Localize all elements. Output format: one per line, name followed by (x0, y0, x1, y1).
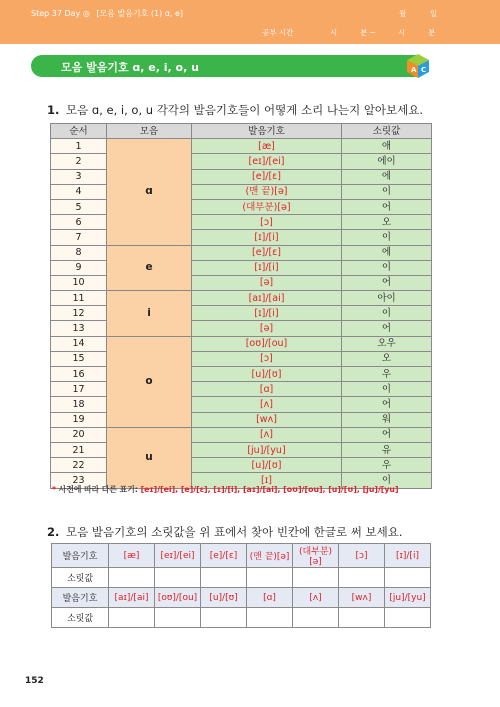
day-mark: ◎ (82, 9, 90, 18)
answer-blank-cell[interactable] (247, 568, 293, 588)
ipa-cell: [e]/[ɛ] (192, 245, 342, 260)
ipa-cell: [ʌ] (192, 427, 342, 442)
lesson-tag: [모음 발음기호 (1) ɑ, e] (96, 9, 184, 18)
sound-cell: 오 (342, 215, 432, 230)
column-header: 소릿값 (342, 124, 432, 139)
ipa-cell: [ɪ]/[i] (192, 230, 342, 245)
question-1-text: 모음 ɑ, e, i, o, u 각각의 발음기호들이 어떻게 소리 나는지 알아보세요. (66, 103, 424, 117)
column-header: 순서 (51, 124, 107, 139)
table-header-row (51, 124, 432, 139)
order-cell: 13 (51, 321, 107, 336)
vowel-cell: i (107, 291, 192, 337)
day-label: 일 (430, 9, 438, 18)
sound-cell: 이 (342, 473, 432, 488)
exercise-sound-row (52, 568, 431, 588)
exercise-ipa-cell: [ʌ] (293, 588, 339, 608)
order-cell: 19 (51, 412, 107, 427)
sound-row-label: 소릿값 (52, 608, 109, 628)
answer-blank-cell[interactable] (385, 568, 431, 588)
order-cell: 16 (51, 367, 107, 382)
sound-cell: 에이 (342, 154, 432, 169)
answer-blank-cell[interactable] (109, 568, 155, 588)
sound-cell: 오 (342, 351, 432, 366)
question-2 (47, 524, 403, 540)
time-minute-2: 분 (428, 28, 436, 37)
vowel-cell: o (107, 336, 192, 427)
vowel-cell: u (107, 427, 192, 488)
order-cell: 18 (51, 397, 107, 412)
ipa-cell: (대부분)[ə] (192, 199, 342, 214)
time-hour-2: 시 (398, 28, 406, 37)
sound-cell: 어 (342, 199, 432, 214)
ipa-cell: [ju]/[yu] (192, 442, 342, 457)
order-cell: 2 (51, 154, 107, 169)
time-hour-1: 시 (330, 28, 338, 37)
exercise-ipa-cell: [u]/[ʊ] (201, 588, 247, 608)
sound-cell: 이 (342, 260, 432, 275)
vowel-cell: e (107, 245, 192, 291)
column-header: 발음기호 (192, 124, 342, 139)
exercise-ipa-cell: (맨 끝)[ə] (247, 544, 293, 568)
vowel-cell: ɑ (107, 139, 192, 245)
svg-text:A: A (411, 66, 417, 74)
exercise-ipa-cell: [ju]/[yu] (385, 588, 431, 608)
order-cell: 17 (51, 382, 107, 397)
order-cell: 22 (51, 458, 107, 473)
exercise-ipa-cell: [eɪ]/[ei] (155, 544, 201, 568)
dictionary-note (52, 484, 399, 495)
table-row (51, 245, 432, 260)
exercise-ipa-cell: [ɑ] (247, 588, 293, 608)
order-cell: 6 (51, 215, 107, 230)
sound-cell: 워 (342, 412, 432, 427)
exercise-table (51, 543, 431, 628)
order-cell: 10 (51, 275, 107, 290)
sound-cell: 이 (342, 382, 432, 397)
ipa-cell: [u]/[ʊ] (192, 367, 342, 382)
exercise-ipa-row (52, 588, 431, 608)
sound-cell: 이 (342, 230, 432, 245)
section-title: 모음 발음기호 ɑ, e, i, o, u (61, 61, 199, 74)
sound-cell: 유 (342, 442, 432, 457)
order-cell: 3 (51, 169, 107, 184)
exercise-ipa-cell: [æ] (109, 544, 155, 568)
exercise-ipa-cell: [ɔ] (339, 544, 385, 568)
order-cell: 14 (51, 336, 107, 351)
sound-cell: 어 (342, 275, 432, 290)
answer-blank-cell[interactable] (155, 568, 201, 588)
ipa-row-label: 발음기호 (52, 544, 109, 568)
answer-blank-cell[interactable] (247, 608, 293, 628)
sound-cell: 이 (342, 306, 432, 321)
note-star: * (52, 485, 57, 494)
sound-cell: 아이 (342, 291, 432, 306)
sound-cell: 애 (342, 139, 432, 154)
ipa-cell: [ɑ] (192, 382, 342, 397)
order-cell: 23 (51, 473, 107, 488)
ipa-cell: [wʌ] (192, 412, 342, 427)
ipa-cell: [ɔ] (192, 351, 342, 366)
table-row (51, 336, 432, 351)
exercise-ipa-cell: [ɪ]/[i] (385, 544, 431, 568)
note-list: [eɪ]/[ei], [e]/[ɛ], [ɪ]/[i], [aɪ]/[ai], [oʊ]/[ou], [u]/[ʊ], [ju]/[yu] (140, 485, 399, 494)
order-cell: 21 (51, 442, 107, 457)
ipa-cell: [eɪ]/[ei] (192, 154, 342, 169)
sound-cell: 이 (342, 184, 432, 199)
answer-blank-cell[interactable] (339, 608, 385, 628)
sound-cell: 어 (342, 321, 432, 336)
order-cell: 11 (51, 291, 107, 306)
sound-cell: 우 (342, 458, 432, 473)
abc-cube-icon (405, 53, 431, 79)
question-1-number: 1. (47, 103, 60, 117)
ipa-cell: [u]/[ʊ] (192, 458, 342, 473)
sound-cell: 어 (342, 397, 432, 412)
answer-blank-cell[interactable] (201, 568, 247, 588)
ipa-cell: [ʌ] (192, 397, 342, 412)
answer-blank-cell[interactable] (293, 568, 339, 588)
answer-blank-cell[interactable] (109, 608, 155, 628)
order-cell: 7 (51, 230, 107, 245)
svg-text:C: C (421, 66, 427, 74)
sound-cell: 에 (342, 169, 432, 184)
order-cell: 12 (51, 306, 107, 321)
sound-cell: 에 (342, 245, 432, 260)
order-cell: 4 (51, 184, 107, 199)
answer-blank-cell[interactable] (293, 608, 339, 628)
ipa-cell: [ɪ]/[i] (192, 306, 342, 321)
ipa-cell: [ə] (192, 321, 342, 336)
order-cell: 20 (51, 427, 107, 442)
ipa-cell: [ə] (192, 275, 342, 290)
study-time-label: 공부 시간 (262, 28, 294, 37)
ipa-cell: [ɪ] (192, 473, 342, 488)
order-cell: 9 (51, 260, 107, 275)
time-minute-1: 분 ~ (360, 28, 376, 37)
exercise-ipa-row (52, 544, 431, 568)
table-row (51, 291, 432, 306)
question-1 (47, 102, 423, 118)
ipa-cell: (맨 끝)[ə] (192, 184, 342, 199)
page-number: 152 (25, 676, 44, 686)
sound-cell: 오우 (342, 336, 432, 351)
table-row (51, 427, 432, 442)
ipa-row-label: 발음기호 (52, 588, 109, 608)
sound-cell: 어 (342, 427, 432, 442)
answer-blank-cell[interactable] (385, 608, 431, 628)
answer-blank-cell[interactable] (155, 608, 201, 628)
exercise-ipa-cell: [wʌ] (339, 588, 385, 608)
ipa-cell: [aɪ]/[ai] (192, 291, 342, 306)
table-row (51, 139, 432, 154)
exercise-ipa-cell: [oʊ]/[ou] (155, 588, 201, 608)
ipa-cell: [æ] (192, 139, 342, 154)
order-cell: 15 (51, 351, 107, 366)
note-label: 사전에 따라 다른 표기: (58, 485, 138, 494)
lesson-info (31, 8, 183, 19)
order-cell: 8 (51, 245, 107, 260)
month-label: 월 (399, 9, 407, 18)
question-2-text: 모음 발음기호의 소릿값을 위 표에서 찾아 빈칸에 한글로 써 보세요. (66, 525, 403, 539)
answer-blank-cell[interactable] (339, 568, 385, 588)
answer-blank-cell[interactable] (201, 608, 247, 628)
exercise-ipa-cell: (대부분)[ə] (293, 544, 339, 568)
sound-cell: 우 (342, 367, 432, 382)
step-label: Step 37 Day (31, 9, 81, 18)
page-header (0, 0, 500, 44)
column-header: 모음 (107, 124, 192, 139)
ipa-cell: [e]/[ɛ] (192, 169, 342, 184)
ipa-cell: [ɪ]/[i] (192, 260, 342, 275)
exercise-ipa-cell: [e]/[ɛ] (201, 544, 247, 568)
exercise-ipa-cell: [aɪ]/[ai] (109, 588, 155, 608)
order-cell: 1 (51, 139, 107, 154)
vowel-table (50, 123, 432, 489)
exercise-sound-row (52, 608, 431, 628)
ipa-cell: [oʊ]/[ou] (192, 336, 342, 351)
ipa-cell: [ɔ] (192, 215, 342, 230)
question-2-number: 2. (47, 525, 60, 539)
sound-row-label: 소릿값 (52, 568, 109, 588)
section-title-bar (31, 55, 426, 77)
order-cell: 5 (51, 199, 107, 214)
